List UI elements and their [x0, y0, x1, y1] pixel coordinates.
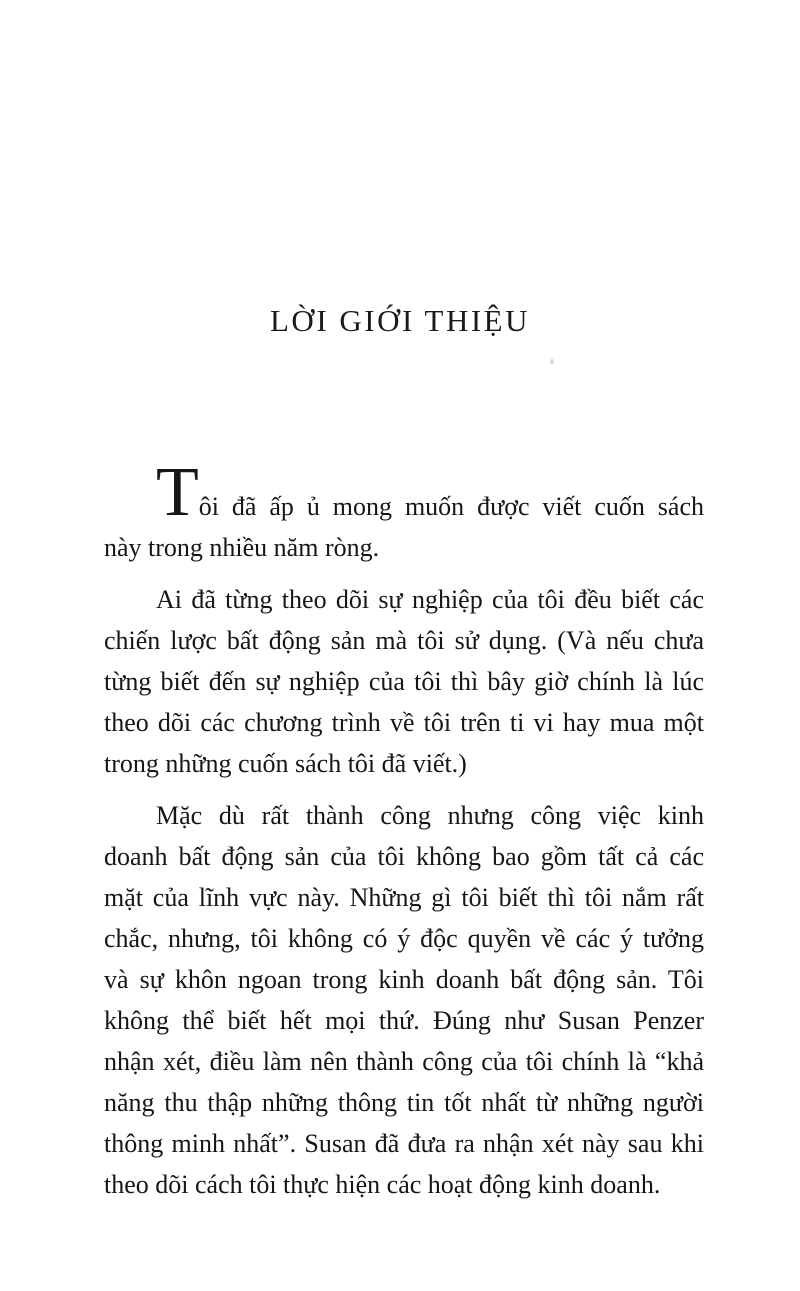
- paragraph: [104, 454, 704, 568]
- raised-initial-cap: T: [156, 454, 199, 531]
- paragraph: [104, 579, 704, 784]
- text-line: Mặc dù rất thành công nhưng công việc kinh: [156, 801, 704, 830]
- page-title: LỜI GIỚI THIỆU: [270, 303, 530, 338]
- text-line: doanh bất động sản của tôi không bao gồm tất cả các: [104, 842, 704, 871]
- text-line: năng thu thập những thông tin tốt nhất từ những người: [104, 1088, 704, 1117]
- scan-artifact: [550, 359, 554, 364]
- text-line: theo dõi cách tôi thực hiện các hoạt động kinh doanh.: [104, 1170, 661, 1199]
- text-line: không thể biết hết mọi thứ. Đúng như Susan Penzer: [104, 1006, 704, 1035]
- text-line: nhận xét, điều làm nên thành công của tôi chính là “khả: [104, 1047, 704, 1076]
- text-line: Tôi đã ấp ủ mong muốn được viết cuốn sách: [156, 454, 704, 531]
- text-line: từng biết đến sự nghiệp của tôi thì bây giờ chính là lúc: [104, 667, 704, 696]
- body-text: [104, 454, 704, 1216]
- text-line: trong những cuốn sách tôi đã viết.): [104, 749, 467, 778]
- text-line: theo dõi các chương trình về tôi trên ti vi hay mua một: [104, 708, 704, 737]
- text-line: chắc, nhưng, tôi không có ý độc quyền về các ý tưởng: [104, 924, 704, 953]
- text-line: thông minh nhất”. Susan đã đưa ra nhận xét này sau khi: [104, 1129, 704, 1158]
- text-line: Ai đã từng theo dõi sự nghiệp của tôi đều biết các: [156, 585, 704, 614]
- text-line: và sự khôn ngoan trong kinh doanh bất động sản. Tôi: [104, 965, 704, 994]
- text-line: này trong nhiều năm ròng.: [104, 533, 380, 562]
- text-line: chiến lược bất động sản mà tôi sử dụng. (Và nếu chưa: [104, 626, 704, 655]
- text-line: mặt của lĩnh vực này. Những gì tôi biết thì tôi nắm rất: [104, 883, 704, 912]
- paragraph: [104, 795, 704, 1205]
